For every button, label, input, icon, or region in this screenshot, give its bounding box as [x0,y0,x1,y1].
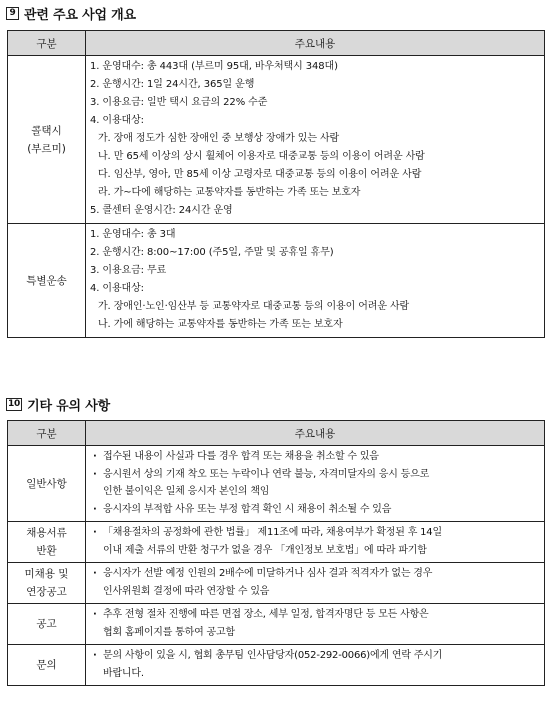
table-header-row [8,31,545,56]
list-item: 인사위원회 결정에 따라 연장할 수 있음 [103,585,270,597]
row-category: 콜택시 (부르미) [8,56,86,224]
table-row [8,563,545,604]
content-line: 1. 운영대수: 총 3대 [90,229,176,240]
list-item: · 응시자가 선발 예정 인원의 2배수에 미달하거나 심사 결과 적격자가 없는 경우 [91,565,540,583]
content-line: 라. 가~다에 해당하는 교통약자를 동반하는 가족 또는 보호자 [98,187,361,198]
table-row [8,224,545,338]
table-row [8,645,545,686]
row-category: 특별운송 [8,224,86,338]
table-row [8,56,545,224]
row-content [86,563,545,604]
row-content [86,224,545,338]
content-line: 5. 콜센터 운영시간: 24시간 운영 [90,205,233,216]
row-content [86,522,545,563]
list-item: 바랍니다. [103,667,144,679]
notes-table [7,420,545,686]
content-line: 2. 운행시간: 8:00~17:00 (주5일, 주말 및 공휴일 휴무) [90,247,334,258]
section-10-title [6,395,110,414]
list-item: · 「채용절차의 공정화에 관한 법률」 제11조에 따라, 채용여부가 확정된 후 14일 [91,524,540,542]
section-number-badge: 9 [6,7,19,20]
section-9-title [6,4,136,23]
header-category: 구분 [8,31,86,56]
list-item: · 접수된 내용이 사실과 다를 경우 합격 또는 채용을 취소할 수 있음 [91,448,540,466]
table-row [8,604,545,645]
header-category: 구분 [8,421,86,446]
table-row [8,446,545,522]
section-title-text: 기타 유의 사항 [27,399,110,414]
list-item: · 추후 전형 절차 진행에 따른 면접 장소, 세부 일정, 합격자명단 등 모든 사항은 [91,606,540,624]
content-line: 1. 운영대수: 총 443대 (부르미 95대, 바우처택시 348대) [90,61,338,72]
list-item: · 문의 사항이 있을 시, 협회 총무팀 인사담당자(052-292-0066)에게 연락 주시기 [91,647,540,665]
content-line: 4. 이용대상: [90,115,144,126]
list-item: 협회 홈페이지를 통하여 공고함 [103,626,235,638]
row-content [86,645,545,686]
content-line: 가. 장애 정도가 심한 장애인 중 보행상 장애가 있는 사람 [98,133,340,144]
header-content: 주요내용 [86,421,545,446]
content-line: 4. 이용대상: [90,283,144,294]
content-line: 나. 가에 해당하는 교통약자를 동반하는 가족 또는 보호자 [98,319,343,330]
row-content [86,604,545,645]
content-line: 3. 이용요금: 일반 택시 요금의 22% 수준 [90,97,268,108]
section-title-text: 관련 주요 사업 개요 [24,8,136,23]
row-content [86,56,545,224]
row-category: 채용서류 반환 [8,522,86,563]
business-overview-table [7,30,545,338]
row-category: 일반사항 [8,446,86,522]
list-item: 인한 불이익은 일체 응시자 본인의 책임 [103,486,270,497]
content-line: 다. 임산부, 영아, 만 85세 이상 고령자로 대중교통 등의 이용이 어려운 사람 [98,169,422,180]
section-number-badge: 10 [8,399,21,409]
table-row [8,522,545,563]
list-item: · 응시자의 부적합 사유 또는 부정 합격 확인 시 채용이 취소될 수 있음 [91,501,540,519]
content-line: 3. 이용요금: 무료 [90,265,167,276]
content-line: 2. 운행시간: 1일 24시간, 365일 운행 [90,79,255,90]
content-line: 나. 만 65세 이상의 상시 휠체어 이용자로 대중교통 등의 이용이 어려운 사람 [98,151,425,162]
row-category: 공고 [8,604,86,645]
table-header-row [8,421,545,446]
list-item: · 응시원서 상의 기재 착오 또는 누락이나 연락 불능, 자격미달자의 응시 등으로 [91,466,540,484]
row-content [86,446,545,522]
content-line: 가. 장애인·노인·임산부 등 교통약자로 대중교통 등의 이용이 어려운 사람 [98,301,410,312]
list-item: 이내 제출 서류의 반환 청구가 없을 경우 「개인정보 보호법」에 따라 파기함 [103,544,427,556]
row-category: 미채용 및 연장공고 [8,563,86,604]
row-category: 문의 [8,645,86,686]
header-content: 주요내용 [86,31,545,56]
